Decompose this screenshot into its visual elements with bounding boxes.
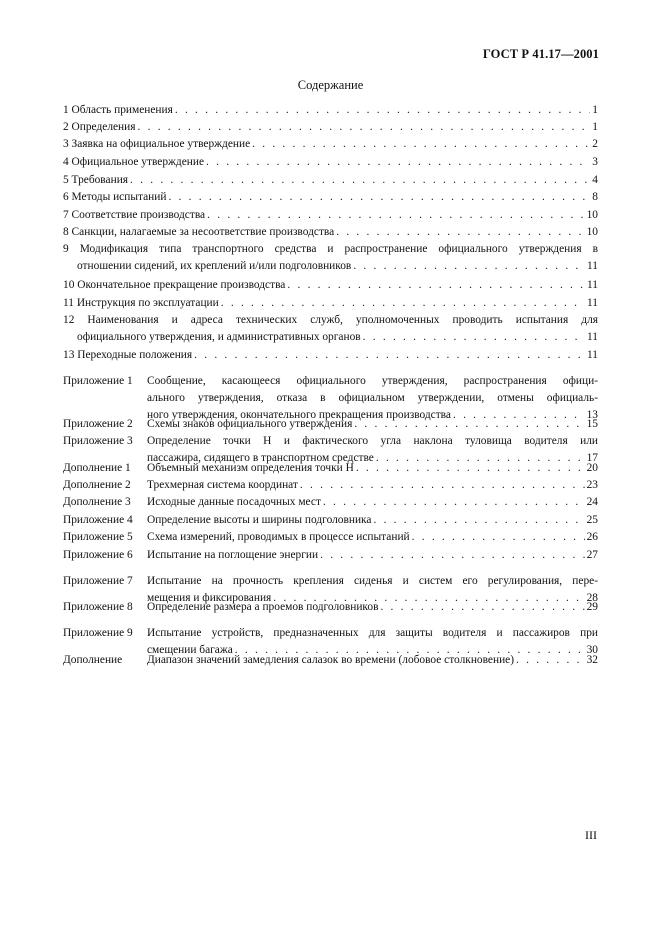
toc-entry-prefix: Приложение 6 [63, 549, 133, 561]
leader-dots [194, 347, 585, 364]
toc-entry-text: 10 Окончательное прекращение производства [63, 279, 286, 291]
leader-dots [175, 102, 590, 119]
toc-entry-prefix: Приложение 9 [63, 627, 133, 639]
page-title: Содержание [297, 78, 364, 92]
toc-entry-text: Определение точки H и фактического угла наклона туловища водителя или [147, 435, 598, 447]
toc-page-number: 20 [586, 462, 598, 474]
toc-page-number: 30 [586, 644, 598, 657]
toc-entry-text: 12 Наименования и адреса технических служб, уполномоченных проводить испытания для [63, 314, 598, 326]
toc-line [63, 224, 598, 241]
toc-entry-text: мещения и фиксирования [147, 592, 272, 605]
page-number: III [585, 828, 597, 842]
leader-dots [363, 329, 585, 346]
toc-line [63, 119, 598, 136]
leader-dots [353, 258, 585, 275]
toc-page-number: 27 [586, 549, 598, 561]
toc-entry-prefix: Дополнение 1 [63, 462, 131, 474]
leader-dots [336, 224, 584, 241]
toc-entry-prefix: Приложение 3 [63, 435, 133, 447]
toc-line [147, 460, 598, 477]
leader-dots [287, 277, 585, 294]
toc-line [63, 347, 598, 364]
toc-page-number: 17 [586, 452, 598, 465]
toc-entry-prefix: Дополнение 3 [63, 496, 131, 508]
leader-dots [207, 207, 584, 224]
toc-entry-text: смещении багажа [147, 644, 233, 657]
leader-dots [320, 547, 585, 564]
toc-entry-text: 7 Соответствие производства [63, 209, 206, 221]
toc-line [77, 329, 598, 346]
page-header: ГОСТ Р 41.17—2001 [482, 47, 599, 61]
toc-page-number: 8 [592, 191, 598, 203]
toc-page-number: 15 [586, 418, 598, 430]
leader-dots [168, 189, 590, 206]
toc-entry-text: 11 Инструкция по эксплуатации [63, 297, 219, 309]
leader-dots [252, 136, 590, 153]
toc-page-number: 10 [586, 209, 598, 221]
leader-dots [221, 295, 585, 312]
toc-entry-prefix: Приложение 8 [63, 601, 133, 613]
toc-page-number: 1 [592, 104, 598, 116]
toc-entry-text: Диапазон значений замедления салазок во времени (лобовое столкновение) [147, 654, 515, 666]
leader-dots [130, 172, 590, 189]
toc-entry-text: пассажира, сидящего в транспортном средстве [147, 452, 374, 465]
toc-line [77, 258, 598, 275]
toc-entry-text: Объемный механизм определения точки H [147, 462, 354, 474]
toc-page-number: 10 [586, 226, 598, 238]
toc-page-number: 29 [586, 601, 598, 613]
toc-line [147, 547, 598, 564]
toc-entry-text: отношении сидений, их креплений и/или подголовников [77, 260, 352, 273]
toc-page-number: 24 [586, 496, 598, 508]
toc-entry-text: Испытание на прочность крепления сиденья и систем его регулирования, пере- [147, 575, 598, 587]
toc-page-number: 11 [587, 279, 598, 291]
toc-entry-text: 6 Методы испытаний [63, 191, 167, 203]
toc-page-number: 23 [586, 479, 598, 491]
leader-dots [138, 119, 591, 136]
toc-page-number: 3 [592, 156, 598, 168]
toc-entry-text: Испытание на поглощение энергии [147, 549, 319, 561]
toc-page-number: 11 [587, 297, 598, 309]
toc-entry-text: Схема измерений, проводимых в процессе испытаний [147, 531, 410, 543]
toc-page-number: 11 [587, 349, 598, 361]
toc-entry-text: 8 Санкции, налагаемые за несоответствие производства [63, 226, 335, 238]
toc-entry-prefix: Приложение 5 [63, 531, 133, 543]
toc-entry-prefix: Приложение 7 [63, 575, 133, 587]
toc-line [147, 477, 598, 494]
toc-entry-prefix: Дополнение [63, 654, 123, 666]
toc-page-number: 25 [586, 514, 598, 526]
toc-line [63, 207, 598, 224]
toc-entry-prefix: Приложение 1 [63, 375, 133, 387]
toc-line [147, 599, 598, 616]
leader-dots [412, 529, 585, 546]
toc-page-number: 1 [592, 121, 598, 133]
leader-dots [354, 416, 584, 433]
toc-page-number: 28 [586, 592, 598, 605]
toc-entry-text: 2 Определения [63, 121, 136, 133]
toc-entry-text: Исходные данные посадочных мест [147, 496, 321, 508]
toc-entry-text: Определение высоты и ширины подголовника [147, 514, 372, 526]
toc-entry-text: 3 Заявка на официальное утверждение [63, 138, 251, 150]
leader-dots [516, 652, 585, 669]
toc-entry-text: Сообщение, касающееся официального утверждения, распространения офици- [147, 375, 598, 387]
toc-entry-text: ного утверждения, окончательного прекращения производства [147, 409, 451, 422]
toc-page-number: 13 [586, 409, 598, 422]
toc-entry-text: 4 Официальное утверждение [63, 156, 205, 168]
toc-entry-text: 13 Переходные положения [63, 349, 193, 361]
leader-dots [356, 460, 585, 477]
toc-entry-text: Схемы знаков официального утверждения [147, 418, 353, 430]
toc-entry-text: ального утверждения, отказа в официальном утверждении, отмены официаль- [147, 392, 598, 405]
toc-entry-text: 5 Требования [63, 174, 129, 186]
toc-entry-text: 9 Модификация типа транспортного средства и распространение официального утверждения в [63, 243, 598, 255]
toc-line [63, 136, 598, 153]
toc-page-number: 11 [587, 331, 598, 344]
leader-dots [323, 494, 585, 511]
toc-line [147, 529, 598, 546]
toc-line [63, 154, 598, 171]
leader-dots [373, 512, 584, 529]
toc-entry-prefix: Приложение 4 [63, 514, 133, 526]
toc-line [147, 494, 598, 511]
toc-line [63, 295, 598, 312]
toc-page-number: 11 [587, 260, 598, 273]
toc-entry-text: официального утверждения, и административных органов [77, 331, 361, 344]
toc-line [147, 512, 598, 529]
leader-dots [380, 599, 584, 616]
toc-line [147, 416, 598, 433]
toc-entry-text: Испытание устройств, предназначенных для защиты водителя и пассажиров при [147, 627, 598, 639]
leader-dots [300, 477, 585, 494]
toc-entry-prefix: Дополнение 2 [63, 479, 131, 491]
toc-page-number: 2 [592, 138, 598, 150]
toc-line [63, 172, 598, 189]
toc-page-number: 26 [586, 531, 598, 543]
toc-line [147, 652, 598, 669]
toc-entry-text: Трехмерная система координат [147, 479, 298, 491]
toc-entry-prefix: Приложение 2 [63, 418, 133, 430]
toc-line [63, 189, 598, 206]
toc-line [63, 277, 598, 294]
toc-line [63, 102, 598, 119]
leader-dots [206, 154, 590, 171]
toc-page-number: 32 [586, 654, 598, 666]
toc-page-number: 4 [592, 174, 598, 186]
toc-entry-text: 1 Область применения [63, 104, 173, 116]
toc-entry-text: Определение размера a проемов подголовников [147, 601, 379, 613]
